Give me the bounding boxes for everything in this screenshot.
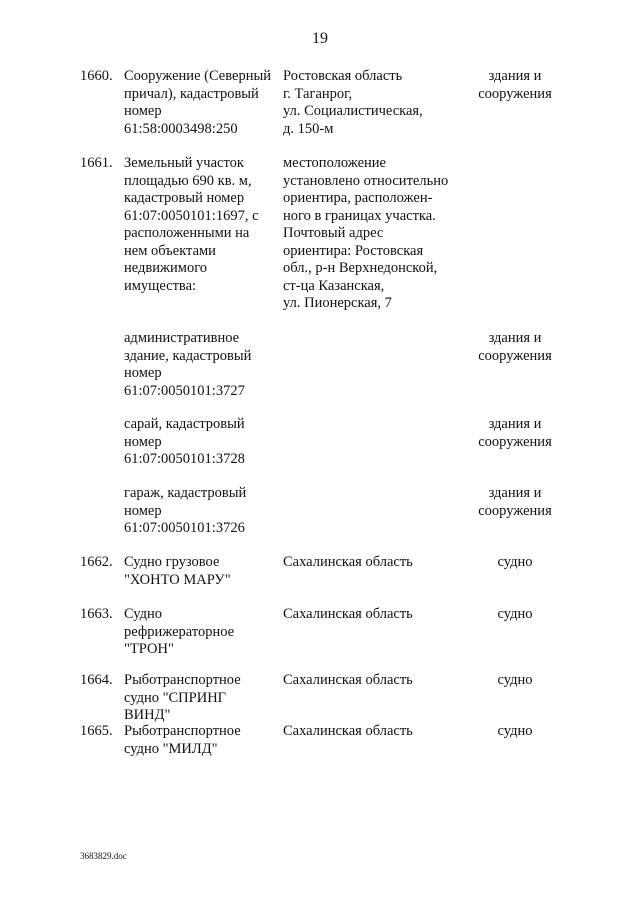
object-type: судно xyxy=(497,723,533,739)
object-location: Сахалинская область xyxy=(283,672,413,688)
object-type: судно xyxy=(497,554,533,570)
row-number: 1664. xyxy=(80,672,113,688)
object-name: Сооружение (Северный причал), кадастровый номер 61:58:0003498:250 xyxy=(124,68,271,137)
object-name: Земельный участок площадью 690 кв. м, кадастровый номер 61:07:0050101:1697, с расположенными на нем объектами недвижимого имущества: xyxy=(124,155,259,294)
object-name: Судно рефрижераторное "ТРОН" xyxy=(124,606,235,657)
object-location: местоположение установлено относительно ориентира, расположен- ного в границах участка. Почтовый адрес ориентира: Ростовская обл., р-н Верхнедонской, ст-ца Казанская, ул. Пионерская, 7 xyxy=(283,155,449,311)
object-type: здания и сооружения xyxy=(478,68,552,102)
row-number: 1660. xyxy=(80,68,113,84)
object-location: Сахалинская область xyxy=(283,554,413,570)
object-location: Сахалинская область xyxy=(283,723,413,739)
page-number: 19 xyxy=(312,30,328,47)
object-name: Рыботранспортное судно "СПРИНГ ВИНД" xyxy=(124,672,241,723)
row-number: 1661. xyxy=(80,155,113,171)
object-name: Судно грузовое "ХОНТО МАРУ" xyxy=(124,554,231,588)
file-name-footer: 3683829.doc xyxy=(80,851,127,861)
object-name: административное здание, кадастровый номер 61:07:0050101:3727 xyxy=(124,330,252,399)
row-number: 1665. xyxy=(80,723,113,739)
object-type: судно xyxy=(497,672,533,688)
object-name: гараж, кадастровый номер 61:07:0050101:3726 xyxy=(124,485,247,536)
row-number: 1662. xyxy=(80,554,113,570)
object-name: сарай, кадастровый номер 61:07:0050101:3728 xyxy=(124,416,245,467)
object-type: здания и сооружения xyxy=(478,485,552,519)
object-type: здания и сооружения xyxy=(478,330,552,364)
object-name: Рыботранспортное судно "МИЛД" xyxy=(124,723,241,757)
object-location: Сахалинская область xyxy=(283,606,413,622)
object-location: Ростовская область г. Таганрог, ул. Социалистическая, д. 150-м xyxy=(283,68,423,137)
object-type: здания и сооружения xyxy=(478,416,552,450)
object-type: судно xyxy=(497,606,533,622)
row-number: 1663. xyxy=(80,606,113,622)
